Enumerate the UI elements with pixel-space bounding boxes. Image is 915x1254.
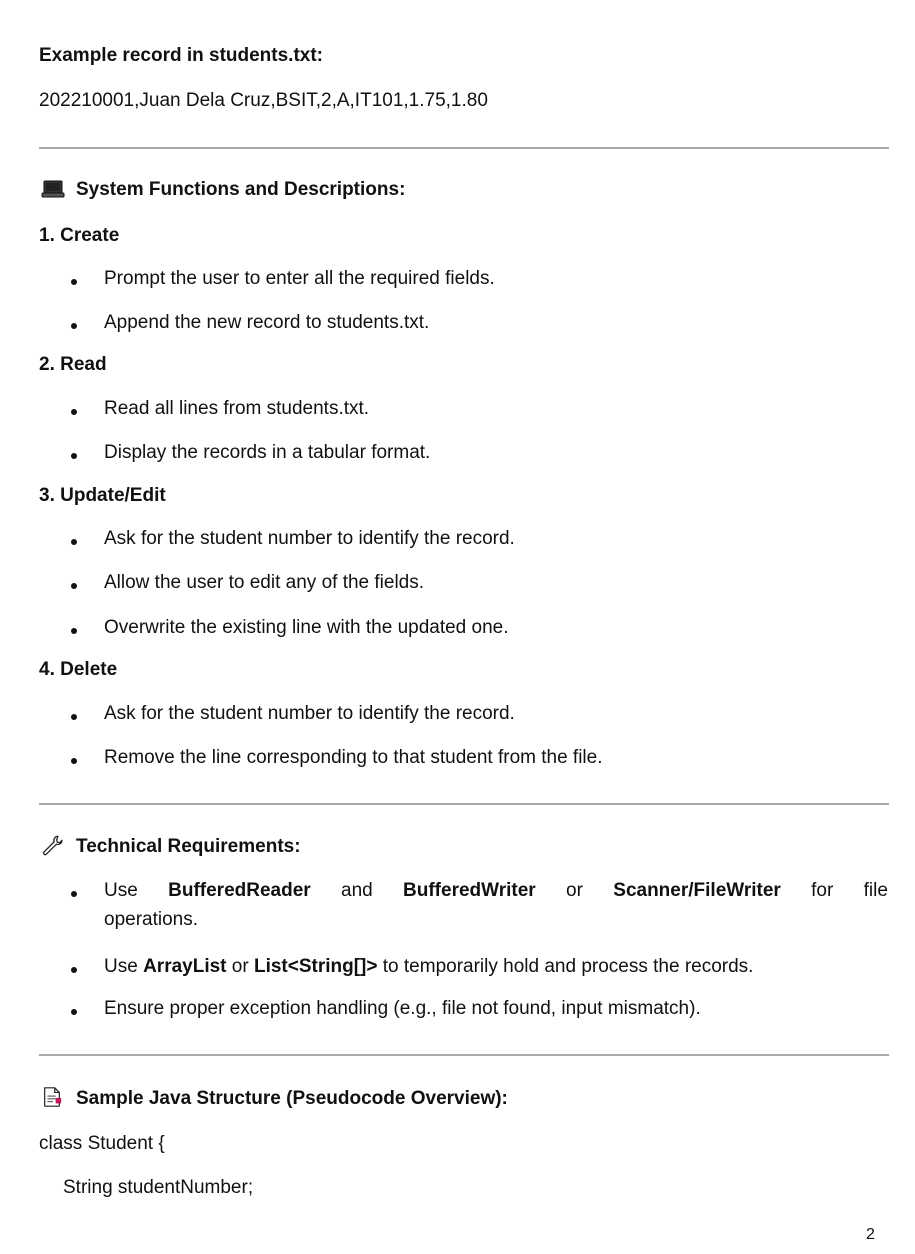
code-term: BufferedWriter [403,880,536,901]
list-item: Append the new record to students.txt. [104,312,430,333]
list-item: Ask for the student number to identify the record. [104,528,515,549]
wrench-icon [40,834,64,856]
bullet [71,453,77,459]
divider [39,803,889,805]
divider [39,147,889,149]
list-item [104,879,888,903]
word: or [566,880,583,901]
list-item [104,955,753,979]
update-title: 3. Update/Edit [39,485,166,506]
bullet [71,539,77,545]
list-item: Remove the line corresponding to that student from the file. [104,747,603,768]
list-item: Display the records in a tabular format. [104,442,431,463]
list-item-continuation: operations. [104,909,199,930]
word: and [341,880,373,901]
example-heading: Example record in students.txt: [39,45,324,66]
word: Use [104,956,138,977]
code-term: ArrayList [143,956,227,977]
read-title: 2. Read [39,354,107,375]
bullet [71,409,77,415]
bullet [71,323,77,329]
code-line: class Student { [39,1133,165,1154]
bullet [71,967,77,973]
word: or [231,956,249,977]
bullet [71,758,77,764]
technical-heading: Technical Requirements: [76,836,301,857]
divider [39,1054,889,1056]
functions-heading: System Functions and Descriptions: [76,179,406,200]
word: Use [104,880,138,901]
sample-heading: Sample Java Structure (Pseudocode Overview): [76,1088,508,1109]
bullet [71,583,77,589]
example-record: 202210001,Juan Dela Cruz,BSIT,2,A,IT101,1.75,1.80 [39,90,488,111]
word: for [811,880,834,901]
code-term: BufferedReader [168,880,311,901]
code-term: List<String[]> [253,956,378,977]
list-item: Prompt the user to enter all the required fields. [104,268,495,289]
list-item: Overwrite the existing line with the updated one. [104,617,509,638]
bullet [71,1009,77,1015]
page-number: 2 [866,1226,875,1243]
word: file [863,880,888,901]
laptop-icon [41,178,65,200]
bullet [71,628,77,634]
bullet [71,279,77,285]
bullet [71,891,77,897]
list-item: Read all lines from students.txt. [104,398,370,419]
create-title: 1. Create [39,225,120,246]
bullet [71,714,77,720]
word: to temporarily hold and process the records. [382,956,754,977]
list-item: Allow the user to edit any of the fields. [104,572,425,593]
delete-title: 4. Delete [39,659,118,680]
code-line: String studentNumber; [63,1177,254,1198]
list-item: Ensure proper exception handling (e.g., file not found, input mismatch). [104,998,701,1019]
document-icon [40,1086,64,1108]
code-term: Scanner/FileWriter [613,880,781,901]
list-item: Ask for the student number to identify the record. [104,703,515,724]
